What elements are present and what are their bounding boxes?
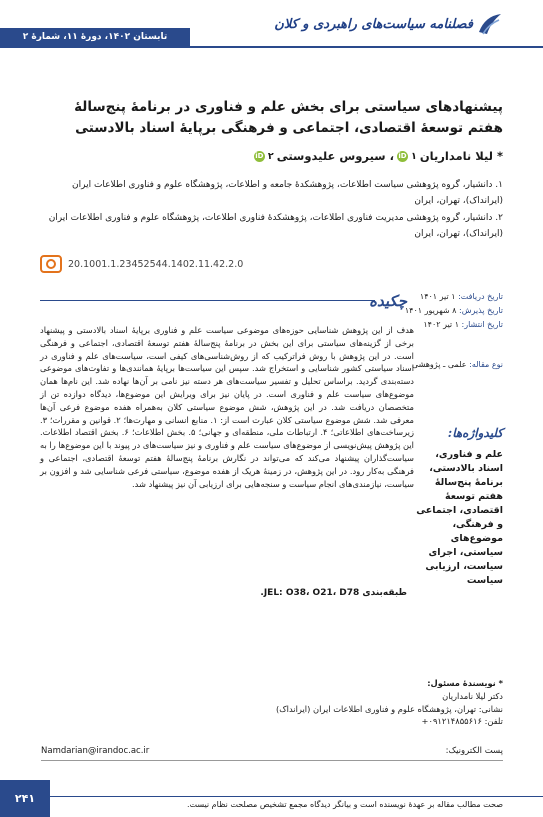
jel-label: طبقه‌بندی JEL:: [263, 588, 407, 598]
received-date: ۱ تیر ۱۴۰۱: [419, 292, 456, 301]
keywords-list: علم و فناوری، اسناد بالادستی، برنامهٔ پنج‌سالهٔ هفتم توسعهٔ اقتصادی، اجتماعی و فرهنگی، موضوع‌های سیاستی، اجرای سیاست، ارزیابی سیاست: [416, 449, 503, 586]
author-affil-number: ۲: [267, 150, 274, 162]
author-affil-number: ۱: [410, 150, 417, 162]
journal-title: فصلنامه سیاست‌های راهبردی و کلان: [274, 16, 473, 32]
doi-row: [40, 255, 243, 273]
article-dates: [404, 290, 503, 332]
published-date: ۱ تیر ۱۴۰۲: [423, 320, 459, 329]
header-divider: [0, 46, 543, 48]
footer-note: صحت مطالب مقاله بر عهدهٔ نویسنده است و بیانگر دیدگاه مجمع تشخیص مصلحت نظام نیست.: [186, 800, 503, 809]
journal-logo-icon: [477, 12, 503, 36]
abstract-divider: [40, 300, 375, 301]
published-label: تاریخ انتشار:: [461, 320, 503, 329]
doi-icon: [40, 255, 62, 273]
article-type-label: نوع مقاله:: [469, 360, 503, 369]
corresponding-phone: تلفن: ۰۹۱۲۱۴۸۵۵۶۱۶+: [421, 716, 503, 727]
abstract-body: هدف از این پژوهش شناسایی حوزه‌های موضوعی سیاست علم و فناوری برپایهٔ اسناد بالادستی و پیشنهاد برخی از گزینه‌های سیاستی برای این بخش در برنامهٔ پنج‌سالهٔ هفتم توسعهٔ اقتصادی، اجتماعی و فرهنگی است. در این پژوهش با روش فراترکیب که از روش‌شناسی‌های کیفی است، سیاست‌های علم و فناوری در اسناد سیاستی کشور شناسایی و استخراج شد. سپس این سیاست‌ها برپایهٔ همانندی‌ها و تفاوت‌های موضوعی دسته‌بندی گردید. براساس تحلیل و تفسیر سیاست‌های هر دسته نیز نامی بر آن‌ها نهاده شد. این نام‌ها همان موضوع‌های سیاست علم و فناوری است. در پایان نیز برای ویرایش این موضوع‌ها، دیدگاه دوازده تن از متخصصان دریافت شد. در این پژوهش، شش موضوع سیاستی کلان به‌همراه هفده موضوع فرعی آن‌ها معرفی شد. شش موضوع سیاستی کلان عبارت است از: ۱. منابع انسانی و مهارت‌ها؛ ۲. قوانین و مقررات؛ ۳. زیرساخت‌های اطلاعاتی؛ ۴. ارتباطات ملی، منطقه‌ای و جهانی؛ ۵. بخش اطلاعات؛ ۶. بخش اقتصاد اطلاعات. این پژوهش پیش‌نویسی از موضوع‌های سیاست علم و فناوری و نیز سیاست‌های در پیوند با این موضوع‌ها را به سیاست‌گذاران پیشنهاد می‌کند که می‌تواند در نگارش برنامهٔ پنج‌سالهٔ هفتم توسعهٔ اقتصادی، اجتماعی و فرهنگی به‌کار رود. در این پژوهش، در زمینهٔ هریک از هفده موضوع، سیاستی فرعی شناسایی شد و افزون بر سیاست، نیازمندی‌های انجام سیاست و سنجه‌هایی برای ارزیابی آن نیز پیشنهاد شد.: [40, 325, 415, 489]
page-number: ۲۴۱: [0, 780, 50, 817]
email-link[interactable]: Namdarian@irandoc.ac.ir: [41, 746, 150, 756]
jel-codes: O38، O21، D78.: [260, 588, 360, 598]
footer-divider: [50, 796, 543, 797]
corresponding-label: * نویسندهٔ مسئول:: [427, 678, 503, 688]
keywords-heading: کلیدواژه‌ها:: [447, 426, 503, 440]
journal-logo: [274, 12, 503, 36]
corresponding-address: نشانی: تهران، پژوهشگاه علوم و فناوری اطلاعات ایران (ایرانداک): [275, 703, 503, 714]
corresponding-author: [203, 677, 503, 728]
affiliation: ۲. دانشیار، گروه پژوهشی مدیریت فناوری اطلاعات، پژوهشکدهٔ فناوری اطلاعات، پژوهشگاه علوم و فناوری اطلاعات ایران (ایرانداک)، تهران، ایران: [48, 213, 503, 239]
affiliation: ۱. دانشیار، گروه پژوهشی سیاست اطلاعات، پژوهشکدهٔ جامعه و اطلاعات، پژوهشگاه علوم و فناوری اطلاعات ایران (ایرانداک)، تهران، ایران: [72, 180, 503, 206]
orcid-icon[interactable]: iD: [255, 151, 264, 160]
issue-info: تابستان ۱۴۰۲، دورهٔ ۱۱، شمارهٔ ۲: [0, 28, 190, 46]
accepted-label: تاریخ پذیرش:: [459, 306, 503, 315]
jel-classification: [260, 588, 407, 598]
email-row: [41, 746, 503, 756]
author-list: [41, 149, 503, 163]
contact-divider: [41, 760, 503, 761]
corresponding-name: دکتر لیلا نامداریان: [442, 690, 503, 701]
page-header: [0, 12, 543, 64]
abstract-heading: چکیده: [369, 292, 407, 310]
article-title: پیشنهادهای سیاستی برای بخش علم و فناوری در برنامهٔ پنج‌سالهٔ هفتم توسعهٔ اقتصادی، اجتماعی و فرهنگی برپایهٔ اسناد بالادستی: [74, 99, 503, 136]
accepted-date: ۸ شهریور ۱۴۰۱: [404, 306, 457, 315]
author-name: ، سیروس علیدوستی: [276, 149, 394, 163]
article-type-value: علمی ـ پژوهشی: [411, 360, 467, 369]
orcid-icon[interactable]: iD: [398, 151, 407, 160]
author-name: * لیلا نامداریان: [419, 149, 503, 163]
received-label: تاریخ دریافت:: [458, 292, 503, 301]
doi-link[interactable]: 20.1001.1.23452544.1402.11.42.2.0: [68, 258, 244, 270]
email-label: پست الکترونیک:: [445, 746, 503, 756]
article-type: [411, 360, 503, 369]
